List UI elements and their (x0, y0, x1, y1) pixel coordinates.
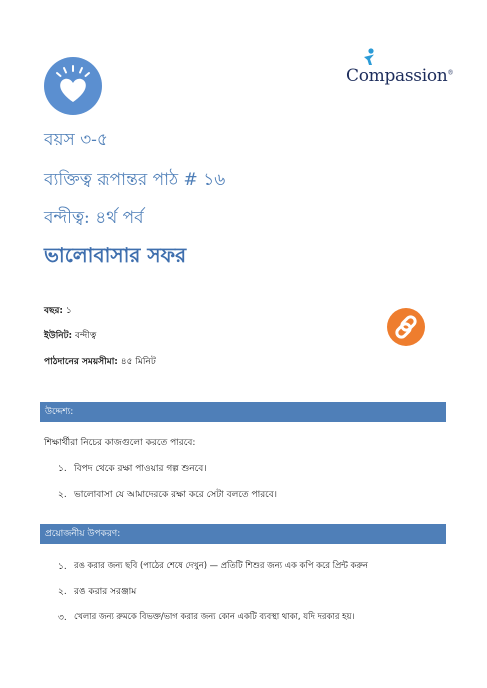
brand-logo (346, 48, 454, 88)
age-heading: বয়স ৩-৫ (44, 130, 108, 150)
list-item: বিপদ থেকে রক্ষা পাওয়ার গল্প শুনবে। (74, 464, 207, 474)
person-icon (362, 48, 376, 66)
list-item: রঙ করার জন্য ছবি (পাঠের শেষে দেখুন) — প্রতিটি শিশুর জন্য এক কপি করে প্রিন্ট করুন (74, 560, 368, 570)
list-item: ভালোবাসা যে আমাদেরকে রক্ষা করে সেটা বলতে পারবে। (74, 490, 278, 500)
link-icon (387, 308, 425, 346)
year-row (44, 303, 72, 318)
list-item-number: ১. (58, 562, 67, 572)
part-heading: বন্দীত্ব: ৪র্থ পর্ব (44, 208, 144, 228)
unit-row (44, 328, 96, 343)
list-item-number: ২. (58, 490, 67, 500)
unit-value: বন্দীত্ব (75, 331, 97, 341)
unit-label: ইউনিট: (44, 331, 73, 341)
list-item: রঙ করার সরঞ্জাম (74, 587, 137, 597)
heart-icon (44, 57, 102, 115)
list-item: খেলার জন্য রুমকে বিভক্ত/ভাগ করার জন্য কোন একটি ব্যবস্থা থাকা, যদি দরকার হয়। (74, 611, 355, 621)
objectives-header: উদ্দেশ্য: (40, 402, 446, 422)
year-value: ১ (65, 306, 72, 316)
lesson-heading: ব্যক্তিত্ব রূপান্তর পাঠ # ১৬ (44, 170, 226, 190)
materials-header: প্রয়োজনীয় উপকরণ: (40, 524, 446, 544)
list-item-number: ৩. (58, 613, 67, 623)
brand-wordmark: Compassion® (346, 66, 454, 86)
list-item-number: ১. (58, 464, 67, 474)
objectives-intro: শিক্ষার্থীরা নিচের কাজগুলো করতে পারবে: (44, 438, 196, 448)
list-item-number: ২. (58, 587, 67, 597)
duration-value: ৪৫ মিনিট (120, 357, 156, 367)
page-title: ভালোবাসার সফর (44, 243, 187, 267)
year-label: বছর: (44, 306, 64, 316)
link-badge[interactable] (387, 308, 425, 346)
duration-label: পাঠদানের সময়সীমা: (44, 357, 118, 367)
duration-row (44, 354, 156, 369)
heart-badge (44, 57, 102, 115)
